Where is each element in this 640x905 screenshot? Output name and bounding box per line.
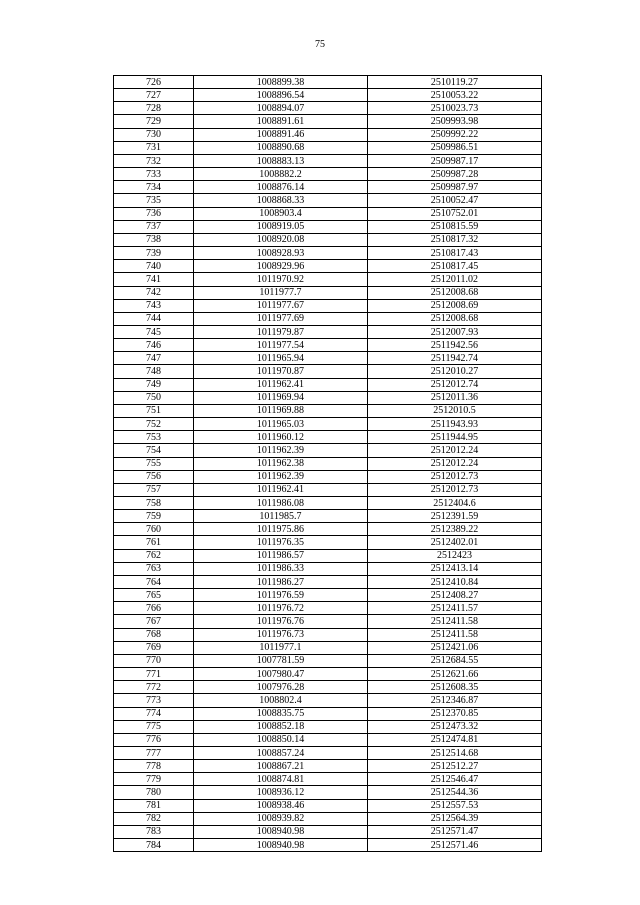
y-coordinate-cell: 2512012.73: [368, 483, 542, 496]
y-coordinate-cell: 2512010.5: [368, 404, 542, 417]
table-row: [114, 536, 542, 549]
x-coordinate-cell: 1011986.57: [194, 549, 368, 562]
table-row: [114, 181, 542, 194]
table-row: [114, 260, 542, 273]
table-row: [114, 615, 542, 628]
point-number-cell: 744: [114, 312, 194, 325]
x-coordinate-cell: 1008938.46: [194, 799, 368, 812]
point-number-cell: 779: [114, 773, 194, 786]
point-number-cell: 771: [114, 668, 194, 681]
table-row: [114, 839, 542, 852]
point-number-cell: 764: [114, 575, 194, 588]
x-coordinate-cell: 1008919.05: [194, 220, 368, 233]
y-coordinate-cell: 2512008.68: [368, 312, 542, 325]
table-row: [114, 654, 542, 667]
x-coordinate-cell: 1011977.67: [194, 299, 368, 312]
y-coordinate-cell: 2510817.32: [368, 233, 542, 246]
table-row: [114, 628, 542, 641]
point-number-cell: 732: [114, 154, 194, 167]
table-row: [114, 115, 542, 128]
table-row: [114, 562, 542, 575]
table-row: [114, 825, 542, 838]
y-coordinate-cell: 2512404.6: [368, 497, 542, 510]
point-number-cell: 748: [114, 365, 194, 378]
x-coordinate-cell: 1011977.1: [194, 641, 368, 654]
x-coordinate-cell: 1011962.39: [194, 444, 368, 457]
table-row: [114, 141, 542, 154]
table-row: [114, 602, 542, 615]
x-coordinate-cell: 1011976.35: [194, 536, 368, 549]
y-coordinate-cell: 2512011.02: [368, 273, 542, 286]
y-coordinate-cell: 2512012.24: [368, 457, 542, 470]
table-row: [114, 746, 542, 759]
table-row: [114, 510, 542, 523]
point-number-cell: 760: [114, 523, 194, 536]
x-coordinate-cell: 1008940.98: [194, 839, 368, 852]
y-coordinate-cell: 2512411.58: [368, 628, 542, 641]
table-row: [114, 641, 542, 654]
y-coordinate-cell: 2512423: [368, 549, 542, 562]
table-row: [114, 589, 542, 602]
x-coordinate-cell: 1008876.14: [194, 181, 368, 194]
point-number-cell: 772: [114, 681, 194, 694]
point-number-cell: 780: [114, 786, 194, 799]
point-number-cell: 766: [114, 602, 194, 615]
table-row: [114, 523, 542, 536]
x-coordinate-cell: 1011965.03: [194, 418, 368, 431]
y-coordinate-cell: 2512011.36: [368, 391, 542, 404]
point-number-cell: 729: [114, 115, 194, 128]
y-coordinate-cell: 2510817.43: [368, 247, 542, 260]
point-number-cell: 768: [114, 628, 194, 641]
point-number-cell: 763: [114, 562, 194, 575]
table-row: [114, 154, 542, 167]
y-coordinate-cell: 2510023.73: [368, 102, 542, 115]
y-coordinate-cell: 2512010.27: [368, 365, 542, 378]
y-coordinate-cell: 2510119.27: [368, 76, 542, 89]
table-row: [114, 668, 542, 681]
y-coordinate-cell: 2512557.53: [368, 799, 542, 812]
y-coordinate-cell: 2512346.87: [368, 694, 542, 707]
table-row: [114, 102, 542, 115]
y-coordinate-cell: 2512411.58: [368, 615, 542, 628]
x-coordinate-cell: 1008890.68: [194, 141, 368, 154]
x-coordinate-cell: 1011976.73: [194, 628, 368, 641]
y-coordinate-cell: 2510752.01: [368, 207, 542, 220]
point-number-cell: 770: [114, 654, 194, 667]
y-coordinate-cell: 2512512.27: [368, 760, 542, 773]
point-number-cell: 738: [114, 233, 194, 246]
point-number-cell: 746: [114, 339, 194, 352]
x-coordinate-cell: 1008899.38: [194, 76, 368, 89]
x-coordinate-cell: 1011977.7: [194, 286, 368, 299]
x-coordinate-cell: 1008903.4: [194, 207, 368, 220]
y-coordinate-cell: 2509992.22: [368, 128, 542, 141]
table-row: [114, 352, 542, 365]
y-coordinate-cell: 2510815.59: [368, 220, 542, 233]
x-coordinate-cell: 1011976.59: [194, 589, 368, 602]
point-number-cell: 758: [114, 497, 194, 510]
y-coordinate-cell: 2512413.14: [368, 562, 542, 575]
x-coordinate-cell: 1008882.2: [194, 168, 368, 181]
y-coordinate-cell: 2512621.66: [368, 668, 542, 681]
point-number-cell: 749: [114, 378, 194, 391]
x-coordinate-cell: 1008835.75: [194, 707, 368, 720]
point-number-cell: 784: [114, 839, 194, 852]
page-number: 75: [315, 39, 325, 50]
point-number-cell: 741: [114, 273, 194, 286]
x-coordinate-cell: 1011970.87: [194, 365, 368, 378]
table-row: [114, 128, 542, 141]
y-coordinate-cell: 2512474.81: [368, 733, 542, 746]
point-number-cell: 740: [114, 260, 194, 273]
y-coordinate-cell: 2512391.59: [368, 510, 542, 523]
point-number-cell: 736: [114, 207, 194, 220]
y-coordinate-cell: 2512012.74: [368, 378, 542, 391]
point-number-cell: 776: [114, 733, 194, 746]
point-number-cell: 727: [114, 89, 194, 102]
x-coordinate-cell: 1011979.87: [194, 325, 368, 338]
point-number-cell: 761: [114, 536, 194, 549]
y-coordinate-cell: 2510817.45: [368, 260, 542, 273]
y-coordinate-cell: 2511943.93: [368, 418, 542, 431]
y-coordinate-cell: 2512546.47: [368, 773, 542, 786]
x-coordinate-cell: 1011976.76: [194, 615, 368, 628]
x-coordinate-cell: 1011977.69: [194, 312, 368, 325]
x-coordinate-cell: 1008857.24: [194, 746, 368, 759]
point-number-cell: 773: [114, 694, 194, 707]
table-row: [114, 365, 542, 378]
y-coordinate-cell: 2512571.46: [368, 839, 542, 852]
y-coordinate-cell: 2512389.22: [368, 523, 542, 536]
point-number-cell: 742: [114, 286, 194, 299]
table-row: [114, 575, 542, 588]
table-row: [114, 312, 542, 325]
x-coordinate-cell: 1011965.94: [194, 352, 368, 365]
y-coordinate-cell: 2511942.56: [368, 339, 542, 352]
x-coordinate-cell: 1008896.54: [194, 89, 368, 102]
y-coordinate-cell: 2511944.95: [368, 431, 542, 444]
table-row: [114, 470, 542, 483]
table-row: [114, 773, 542, 786]
y-coordinate-cell: 2512408.27: [368, 589, 542, 602]
point-number-cell: 782: [114, 812, 194, 825]
table-row: [114, 733, 542, 746]
y-coordinate-cell: 2512564.39: [368, 812, 542, 825]
table-row: [114, 220, 542, 233]
table-row: [114, 694, 542, 707]
point-number-cell: 734: [114, 181, 194, 194]
x-coordinate-cell: 1008929.96: [194, 260, 368, 273]
x-coordinate-cell: 1011986.33: [194, 562, 368, 575]
table-row: [114, 444, 542, 457]
point-number-cell: 774: [114, 707, 194, 720]
x-coordinate-cell: 1008928.93: [194, 247, 368, 260]
point-number-cell: 756: [114, 470, 194, 483]
table-row: [114, 299, 542, 312]
y-coordinate-cell: 2509987.97: [368, 181, 542, 194]
table-row: [114, 431, 542, 444]
table-row: [114, 457, 542, 470]
x-coordinate-cell: 1011962.41: [194, 378, 368, 391]
point-number-cell: 753: [114, 431, 194, 444]
point-number-cell: 762: [114, 549, 194, 562]
x-coordinate-cell: 1008894.07: [194, 102, 368, 115]
point-number-cell: 747: [114, 352, 194, 365]
point-number-cell: 769: [114, 641, 194, 654]
point-number-cell: 751: [114, 404, 194, 417]
x-coordinate-cell: 1008883.13: [194, 154, 368, 167]
table-row: [114, 483, 542, 496]
table-body: [114, 76, 542, 852]
y-coordinate-cell: 2509986.51: [368, 141, 542, 154]
y-coordinate-cell: 2512684.55: [368, 654, 542, 667]
x-coordinate-cell: 1007980.47: [194, 668, 368, 681]
x-coordinate-cell: 1011976.72: [194, 602, 368, 615]
x-coordinate-cell: 1008802.4: [194, 694, 368, 707]
x-coordinate-cell: 1011962.38: [194, 457, 368, 470]
point-number-cell: 735: [114, 194, 194, 207]
table-row: [114, 720, 542, 733]
point-number-cell: 737: [114, 220, 194, 233]
coordinates-table: [113, 75, 542, 852]
y-coordinate-cell: 2509987.28: [368, 168, 542, 181]
y-coordinate-cell: 2512012.24: [368, 444, 542, 457]
point-number-cell: 754: [114, 444, 194, 457]
table-row: [114, 549, 542, 562]
y-coordinate-cell: 2512544.36: [368, 786, 542, 799]
table-row: [114, 325, 542, 338]
x-coordinate-cell: 1008920.08: [194, 233, 368, 246]
x-coordinate-cell: 1008936.12: [194, 786, 368, 799]
y-coordinate-cell: 2512008.68: [368, 286, 542, 299]
y-coordinate-cell: 2512421.06: [368, 641, 542, 654]
table-row: [114, 497, 542, 510]
x-coordinate-cell: 1008867.21: [194, 760, 368, 773]
y-coordinate-cell: 2512571.47: [368, 825, 542, 838]
x-coordinate-cell: 1011960.12: [194, 431, 368, 444]
table-row: [114, 812, 542, 825]
table-row: [114, 760, 542, 773]
table-row: [114, 194, 542, 207]
point-number-cell: 767: [114, 615, 194, 628]
y-coordinate-cell: 2512473.32: [368, 720, 542, 733]
table-row: [114, 207, 542, 220]
table-row: [114, 233, 542, 246]
point-number-cell: 778: [114, 760, 194, 773]
table-row: [114, 378, 542, 391]
point-number-cell: 730: [114, 128, 194, 141]
x-coordinate-cell: 1011962.41: [194, 483, 368, 496]
table-row: [114, 168, 542, 181]
y-coordinate-cell: 2510053.22: [368, 89, 542, 102]
x-coordinate-cell: 1008850.14: [194, 733, 368, 746]
x-coordinate-cell: 1011977.54: [194, 339, 368, 352]
point-number-cell: 743: [114, 299, 194, 312]
y-coordinate-cell: 2512007.93: [368, 325, 542, 338]
y-coordinate-cell: 2509987.17: [368, 154, 542, 167]
point-number-cell: 752: [114, 418, 194, 431]
table-row: [114, 681, 542, 694]
y-coordinate-cell: 2512410.84: [368, 575, 542, 588]
y-coordinate-cell: 2509993.98: [368, 115, 542, 128]
table-row: [114, 391, 542, 404]
x-coordinate-cell: 1008891.46: [194, 128, 368, 141]
x-coordinate-cell: 1008868.33: [194, 194, 368, 207]
table-row: [114, 418, 542, 431]
y-coordinate-cell: 2512370.85: [368, 707, 542, 720]
point-number-cell: 726: [114, 76, 194, 89]
point-number-cell: 777: [114, 746, 194, 759]
x-coordinate-cell: 1011986.27: [194, 575, 368, 588]
point-number-cell: 755: [114, 457, 194, 470]
x-coordinate-cell: 1011986.08: [194, 497, 368, 510]
point-number-cell: 759: [114, 510, 194, 523]
point-number-cell: 783: [114, 825, 194, 838]
x-coordinate-cell: 1008939.82: [194, 812, 368, 825]
table-row: [114, 76, 542, 89]
x-coordinate-cell: 1011969.94: [194, 391, 368, 404]
y-coordinate-cell: 2512411.57: [368, 602, 542, 615]
y-coordinate-cell: 2512012.73: [368, 470, 542, 483]
table-row: [114, 707, 542, 720]
point-number-cell: 745: [114, 325, 194, 338]
x-coordinate-cell: 1008874.81: [194, 773, 368, 786]
x-coordinate-cell: 1011970.92: [194, 273, 368, 286]
y-coordinate-cell: 2512514.68: [368, 746, 542, 759]
x-coordinate-cell: 1008891.61: [194, 115, 368, 128]
y-coordinate-cell: 2512008.69: [368, 299, 542, 312]
y-coordinate-cell: 2512608.35: [368, 681, 542, 694]
point-number-cell: 750: [114, 391, 194, 404]
table-row: [114, 286, 542, 299]
table-row: [114, 404, 542, 417]
x-coordinate-cell: 1008940.98: [194, 825, 368, 838]
x-coordinate-cell: 1011969.88: [194, 404, 368, 417]
x-coordinate-cell: 1011985.7: [194, 510, 368, 523]
table-row: [114, 89, 542, 102]
point-number-cell: 775: [114, 720, 194, 733]
table-row: [114, 273, 542, 286]
table-row: [114, 799, 542, 812]
table-row: [114, 339, 542, 352]
y-coordinate-cell: 2510052.47: [368, 194, 542, 207]
point-number-cell: 739: [114, 247, 194, 260]
table-row: [114, 786, 542, 799]
x-coordinate-cell: 1011962.39: [194, 470, 368, 483]
point-number-cell: 733: [114, 168, 194, 181]
point-number-cell: 728: [114, 102, 194, 115]
x-coordinate-cell: 1011975.86: [194, 523, 368, 536]
point-number-cell: 781: [114, 799, 194, 812]
y-coordinate-cell: 2512402.01: [368, 536, 542, 549]
point-number-cell: 765: [114, 589, 194, 602]
x-coordinate-cell: 1007976.28: [194, 681, 368, 694]
x-coordinate-cell: 1008852.18: [194, 720, 368, 733]
point-number-cell: 757: [114, 483, 194, 496]
x-coordinate-cell: 1007781.59: [194, 654, 368, 667]
table-row: [114, 247, 542, 260]
point-number-cell: 731: [114, 141, 194, 154]
y-coordinate-cell: 2511942.74: [368, 352, 542, 365]
